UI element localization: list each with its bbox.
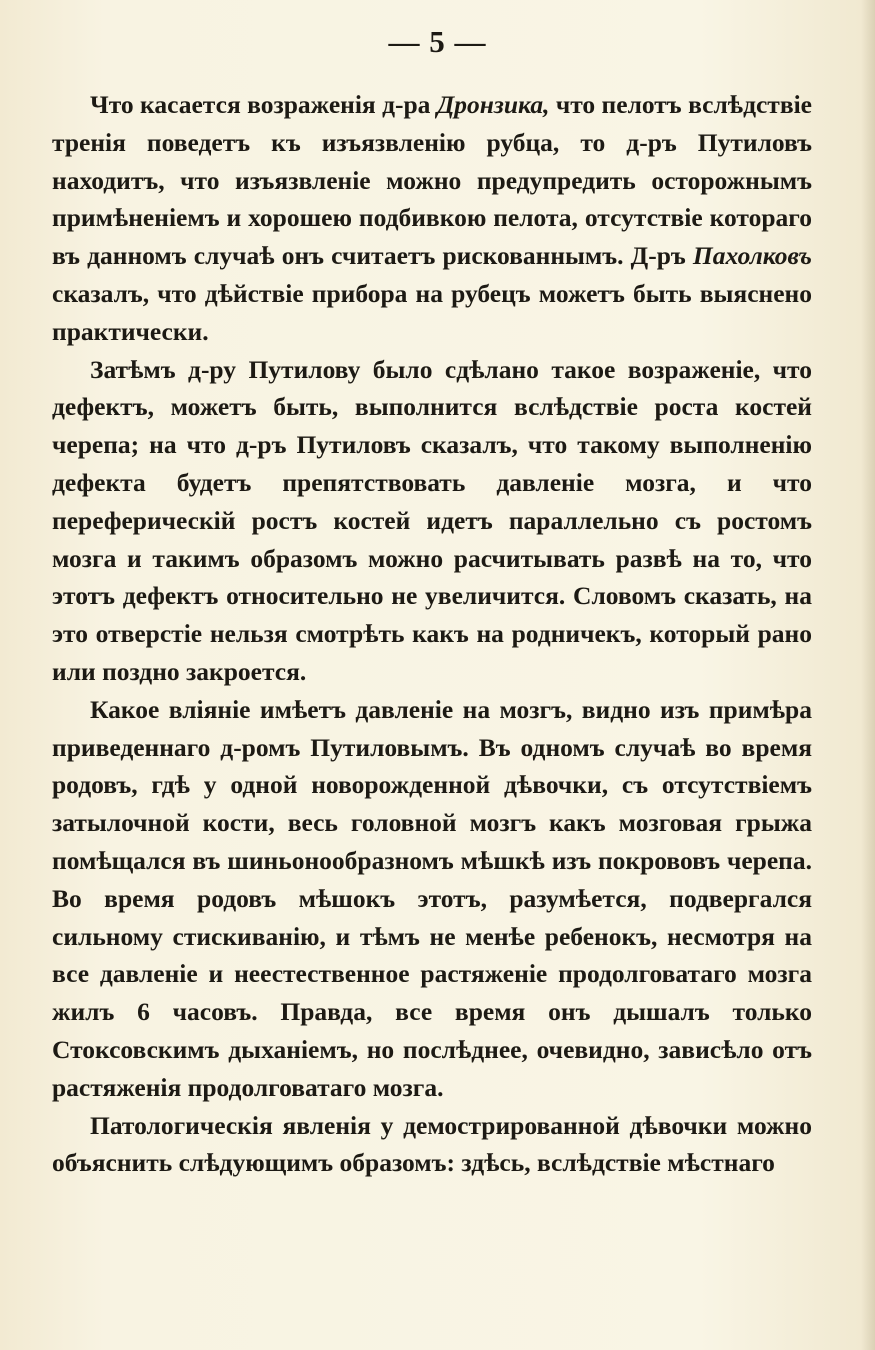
- cited-name-dronzik: Дронзика,: [436, 90, 550, 119]
- paragraph-1-text-end: сказалъ, что дѣйствіе прибора на рубецъ можетъ быть выяснено практически.: [52, 278, 812, 346]
- body-text: [52, 86, 812, 1182]
- paragraph-1-text-start: Что касается возраженія д-ра: [90, 90, 437, 119]
- cited-name-pakholkov: Пахолковъ: [692, 241, 812, 271]
- paragraph-1: [52, 86, 812, 351]
- page-number: — 5 —: [388, 24, 487, 59]
- paragraph-1-text-middle: что пелотъ вслѣдствіе тренія поведетъ къ изъязвленію рубца, то д-ръ Путиловъ находитъ, что изъязвленіе можно предупредить осторожнымъ примѣненіемъ и хорошею подбивкою пелота, отсутствіе котораго въ данномъ случаѣ онъ считаетъ рискованнымъ. Д-ръ: [52, 90, 812, 271]
- paragraph-2: Затѣмъ д-ру Путилову было сдѣлано такое возраженіе, что дефектъ, можетъ быть, выполнится вслѣдствіе роста костей черепа; на что д-ръ Путиловъ сказалъ, что такому выполненію дефекта будетъ препятствовать давленіе мозга, и что переферическій ростъ костей идетъ параллельно съ ростомъ мозга и такимъ образомъ можно расчитывать развѣ на то, что этотъ дефектъ относительно не увеличится. Словомъ сказать, на это отверстіе нельзя смотрѣть какъ на родничекъ, который рано или поздно закроется.: [52, 354, 812, 686]
- page-edge-shadow: [861, 0, 875, 1350]
- paragraph-4: Патологическія явленія у демострированной дѣвочки можно объяснить слѣдующимъ образомъ: здѣсь, вслѣдствіе мѣстнаго: [52, 1110, 812, 1178]
- paragraph-3: Какое вліяніе имѣетъ давленіе на мозгъ, видно изъ примѣра приведеннаго д-ромъ Путиловымъ. Въ одномъ случаѣ во время родовъ, гдѣ у одной новорожденной дѣвочки, съ отсутствіемъ затылочной кости, весь головной мозгъ какъ мозговая грыжа помѣщался въ шиньонообразномъ мѣшкѣ изъ покрововъ черепа. Во время родовъ мѣшокъ этотъ, разумѣется, подвергался сильному стискиванію, и тѣмъ не менѣе ребенокъ, несмотря на все давленіе и неестественное растяженіе продолговатаго мозга жилъ 6 часовъ. Правда, все время онъ дышалъ только Стоксовскимъ дыханіемъ, но послѣднее, очевидно, зависѣло отъ растяженія продолговатаго мозга.: [52, 694, 812, 1102]
